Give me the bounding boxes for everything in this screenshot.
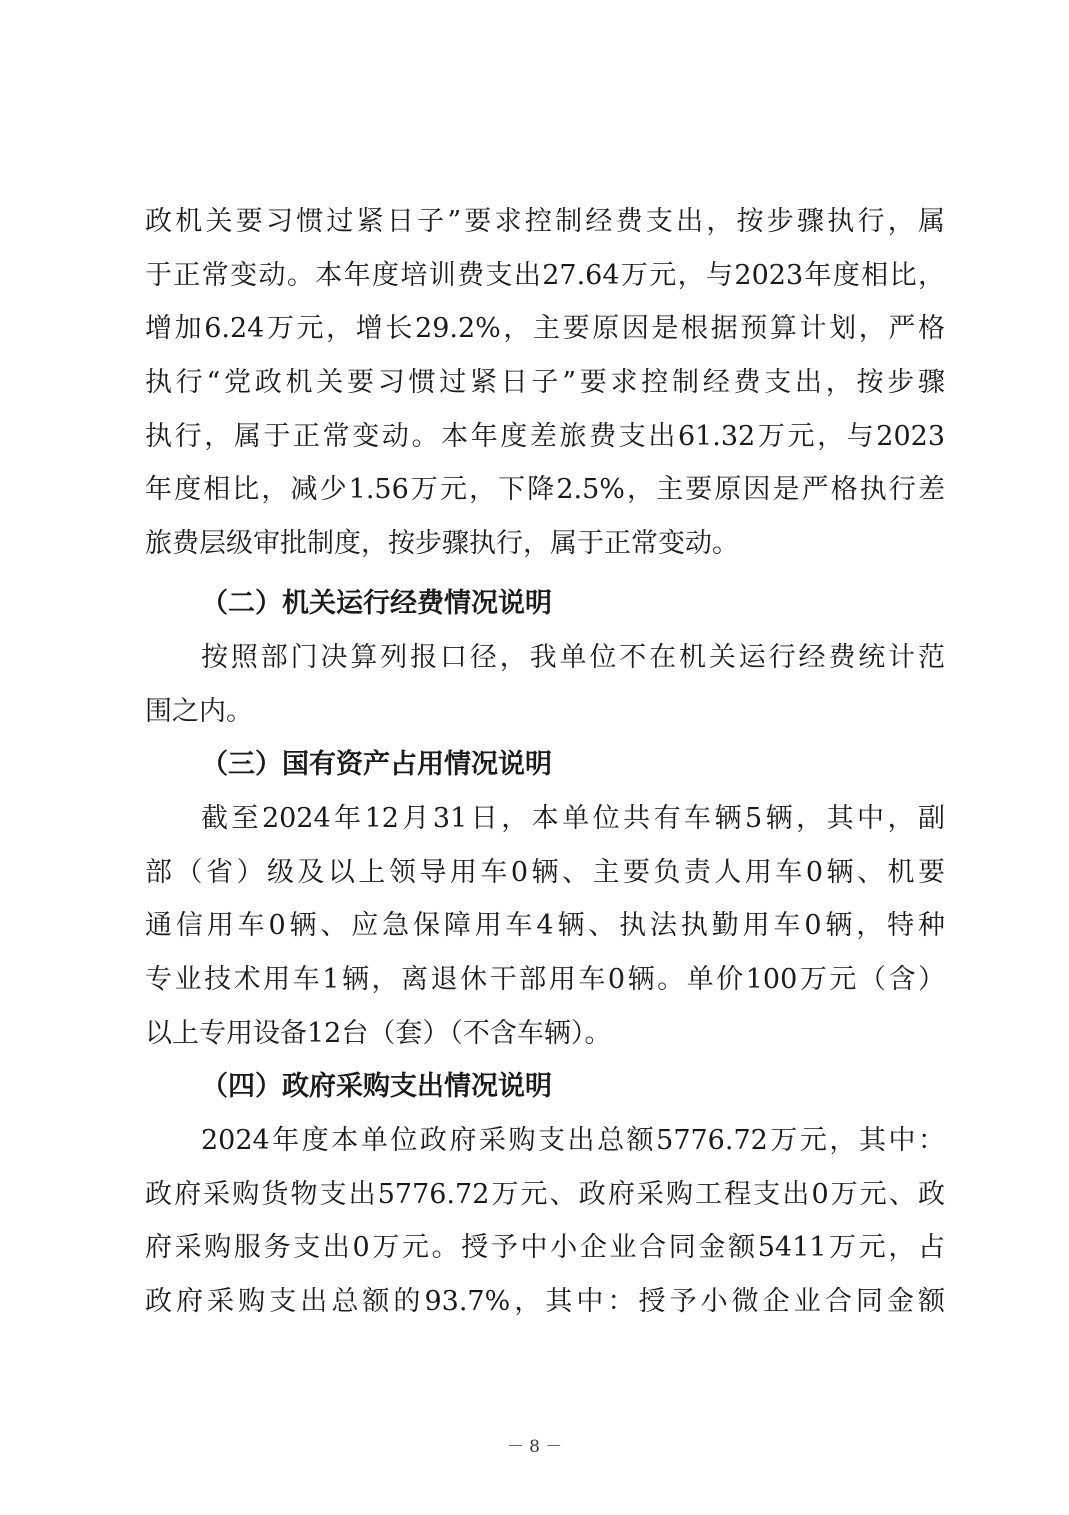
text-line: 年度相比，减少1.56万元，下降2.5%，主要原因是严格执行差	[145, 474, 945, 506]
text-line: 截至2024年12月31日，本单位共有车辆5辆，其中，副	[201, 803, 945, 834]
text-line: 政府采购货物支出5776.72万元、政府采购工程支出0万元、政	[145, 1178, 945, 1210]
text-line: 通信用车0辆、应急保障用车4辆、执法执勤用车0辆，特种	[145, 910, 945, 942]
text-line: 专业技术用车1辆，离退休干部用车0辆。单价100万元（含）	[145, 964, 945, 996]
paragraph-operating-funds	[145, 631, 945, 738]
text-line: 部（省）级及以上领导用车0辆、主要负责人用车0辆、机要	[145, 856, 945, 888]
paragraph-state-assets	[145, 792, 945, 1060]
text-line: 政机关要习惯过紧日子”要求控制经费支出，按步骤执行，属	[145, 206, 945, 237]
paragraph-procurement	[145, 1114, 945, 1329]
section-heading-operating-funds: （二）机关运行经费情况说明	[201, 588, 552, 619]
text-line: 旅费层级审批制度，按步骤执行，属于正常变动。	[145, 528, 739, 560]
paragraph-training-travel	[145, 195, 945, 571]
text-line: 按照部门决算列报口径，我单位不在机关运行经费统计范	[201, 642, 945, 673]
section-heading-state-assets: （三）国有资产占用情况说明	[201, 749, 552, 780]
text-line: 政府采购支出总额的93.7%，其中：授予小微企业合同金额	[145, 1286, 945, 1318]
text-line: 2024年度本单位政府采购支出总额5776.72万元，其中：	[201, 1125, 945, 1156]
section-heading-procurement: （四）政府采购支出情况说明	[201, 1071, 552, 1102]
text-line: 执行“党政机关要习惯过紧日子”要求控制经费支出，按步骤	[145, 367, 945, 399]
text-line: 执行，属于正常变动。本年度差旅费支出61.32万元，与2023	[145, 420, 945, 452]
text-line: 增加6.24万元，增长29.2%，主要原因是根据预算计划，严格	[145, 313, 945, 345]
text-line: 于正常变动。本年度培训费支出27.64万元，与2023年度相比，	[145, 259, 945, 291]
text-line: 围之内。	[145, 695, 253, 727]
page-number: － 8 －	[506, 1437, 563, 1457]
text-line: 府采购服务支出0万元。授予中小企业合同金额5411万元，占	[145, 1232, 945, 1264]
text-line: 以上专用设备12台（套）（不含车辆）。	[145, 1017, 612, 1049]
